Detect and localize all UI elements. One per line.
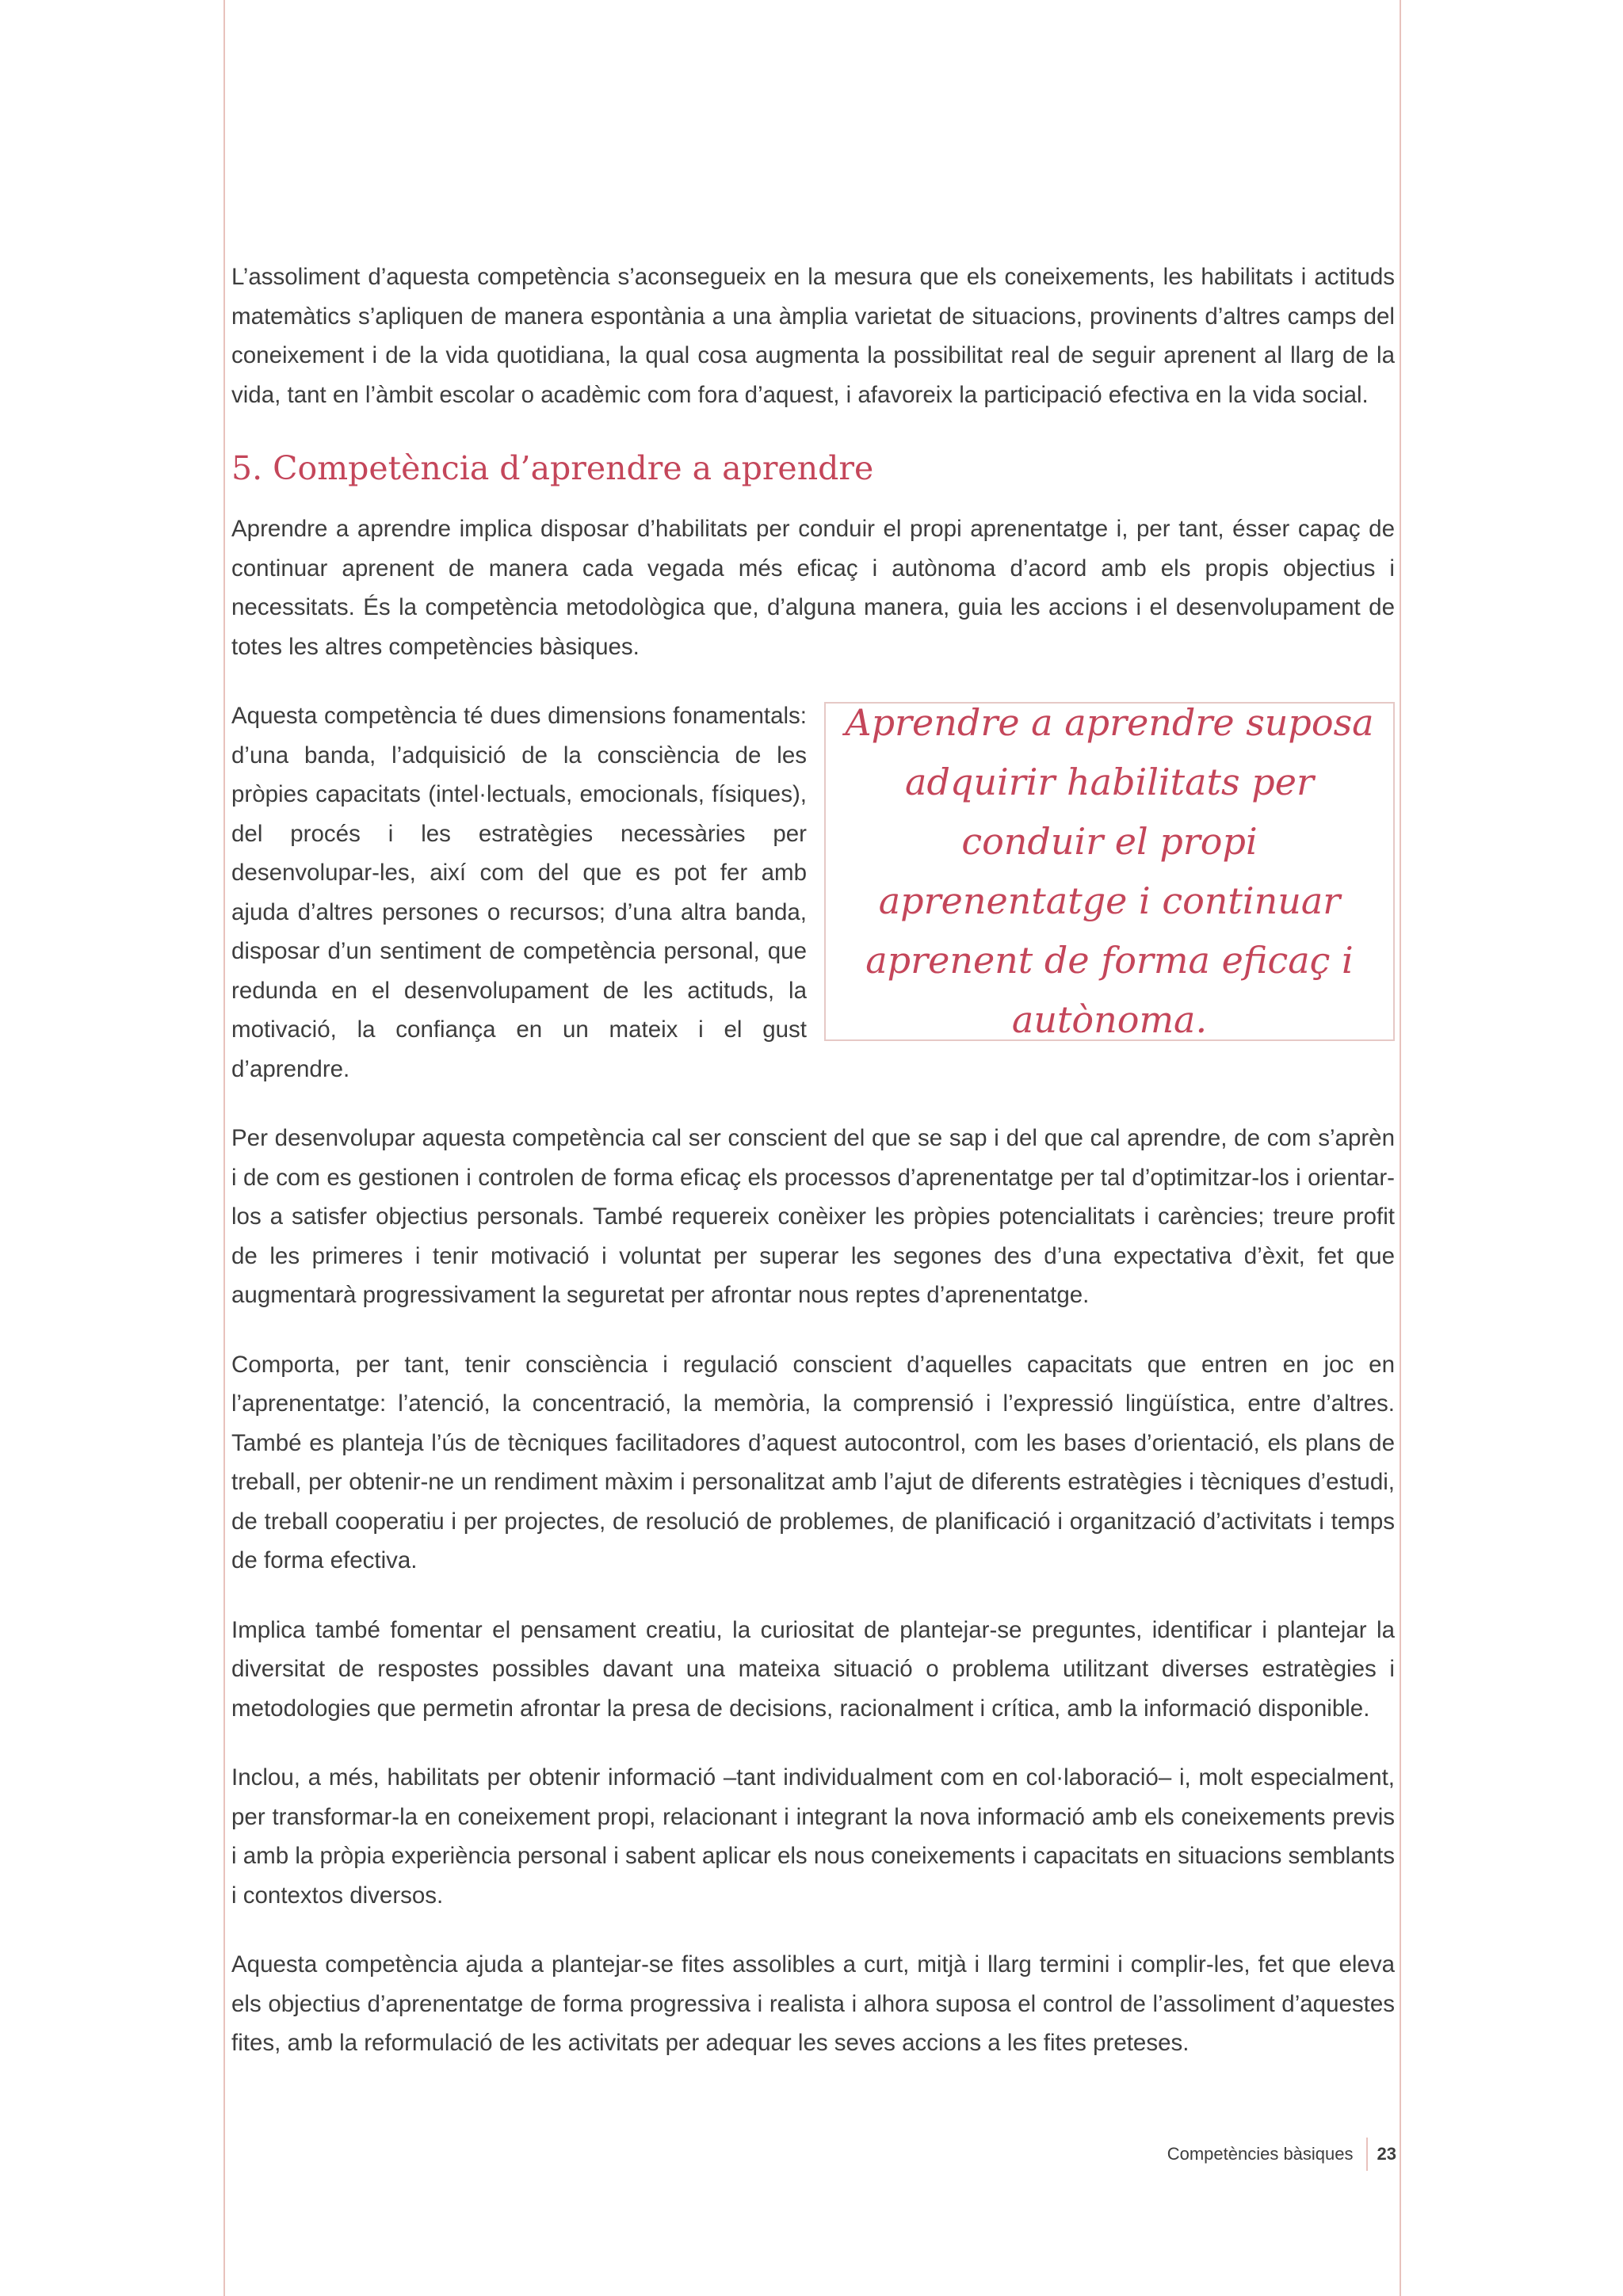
- body-paragraph: [231, 696, 1395, 1089]
- page-footer: [1167, 2138, 1396, 2171]
- intro-paragraph: L’assoliment d’aquesta competència s’aconsegueix en la mesura que els coneixements, les habilitats i actituds matemàtics s’apliquen de manera espontània a una àmplia varietat de situacions, provinents d’altres camps del coneixement i de la vida quotidiana, la qual cosa augmenta la possibilitat real de seguir aprenent al llarg de la vida, tant en l’àmbit escolar o acadèmic com fora d’aquest, i afavoreix la participació efectiva en la vida social.: [231, 264, 1395, 408]
- body-paragraph: Aquesta competència ajuda a plantejar-se fites assolibles a curt, mitjà i llarg termini i complir-les, fet que eleva els objectius d’aprenentatge de forma progressiva i realista i alhora suposa el control de l’assoliment d’aquestes fites, amb la reformulació de les activitats per adequar les seves accions a les fites preteses.: [231, 1951, 1395, 2056]
- body-paragraph: Per desenvolupar aquesta competència cal ser conscient del que se sap i del que cal aprendre, de com s’aprèn i de com es gestionen i controlen de forma eficaç els processos d’aprenentatge per tal d’optimitzar-los i orientar-los a satisfer objectius personals. També requereix conèixer les pròpies potencialitats i carències; treure profit de les primeres i tenir motivació i voluntat per superar les segones des d’una expectativa d’èxit, fet que augmentarà progressivament la seguretat per afrontar nous reptes d’aprenentatge.: [231, 1125, 1395, 1308]
- page-number: 23: [1377, 2144, 1396, 2164]
- footer-divider: [1366, 2138, 1368, 2171]
- footer-section-title: Competències bàsiques: [1167, 2144, 1354, 2164]
- body-paragraph: Comporta, per tant, tenir consciència i regulació conscient d’aquelles capacitats que entren en joc en l’aprenentatge: l’atenció, la concentració, la memòria, la comprensió i l’expressió lingüística, entre d’altres. També es planteja l’ús de tècniques facilitadores d’aquest autocontrol, com les bases d’orientació, els plans de treball, per obtenir-ne un rendiment màxim i personalitzat amb l’ajut de diferents estratègies i tècniques d’estudi, de treball cooperatiu i per projectes, de resolució de problemes, de planificació i organització d’activitats i temps de forma efectiva.: [231, 1351, 1395, 1573]
- body-paragraph-text: Aquesta competència té dues dimensions fonamentals: d’una banda, l’adquisició de la consciència de les pròpies capacitats (intel·lectuals, emocionals, físiques), del procés i les estratègies necessàries per desenvolupar-les, així com del que es pot fer amb ajuda d’altres persones o recursos; d’una altra banda, disposar d’un sentiment de competència personal, que redunda en el desenvolupament de les actituds, la motivació, la confiança en un mateix i el gust d’aprendre.: [231, 703, 807, 1082]
- body-paragraph: Inclou, a més, habilitats per obtenir informació –tant individualment com en col·laboració– i, molt especialment, per transformar-la en coneixement propi, relacionant i integrant la nova informació amb els coneixements previs i amb la pròpia experiència personal i sabent aplicar els nous coneixements i capacitats en situacions semblants i contextos diversos.: [231, 1764, 1395, 1909]
- main-text-column: [231, 257, 1395, 2093]
- section-heading: 5. Competència d’aprendre a aprendre: [231, 449, 874, 487]
- right-margin-rule: [1400, 0, 1401, 2296]
- body-paragraph: Implica també fomentar el pensament creatiu, la curiositat de plantejar-se preguntes, identificar i plantejar la diversitat de respostes possibles davant una mateixa situació o problema utilitzant diverses estratègies i metodologies que permetin afrontar la presa de decisions, racionalment i crítica, amb la informació disponible.: [231, 1616, 1395, 1722]
- pull-quote: Aprendre a aprendre suposa adquirir habilitats per conduir el propi aprenentatge i continuar aprenent de forma eficaç i autònoma.: [824, 702, 1395, 1041]
- body-paragraph: Aprendre a aprendre implica disposar d’habilitats per conduir el propi aprenentatge i, per tant, ésser capaç de continuar aprenent de manera cada vegada més eficaç i autònoma d’acord amb els propis objectius i necessitats. És la competència metodològica que, d’alguna manera, guia les accions i el desenvolupament de totes les altres competències bàsiques.: [231, 516, 1395, 660]
- left-margin-rule: [223, 0, 225, 2296]
